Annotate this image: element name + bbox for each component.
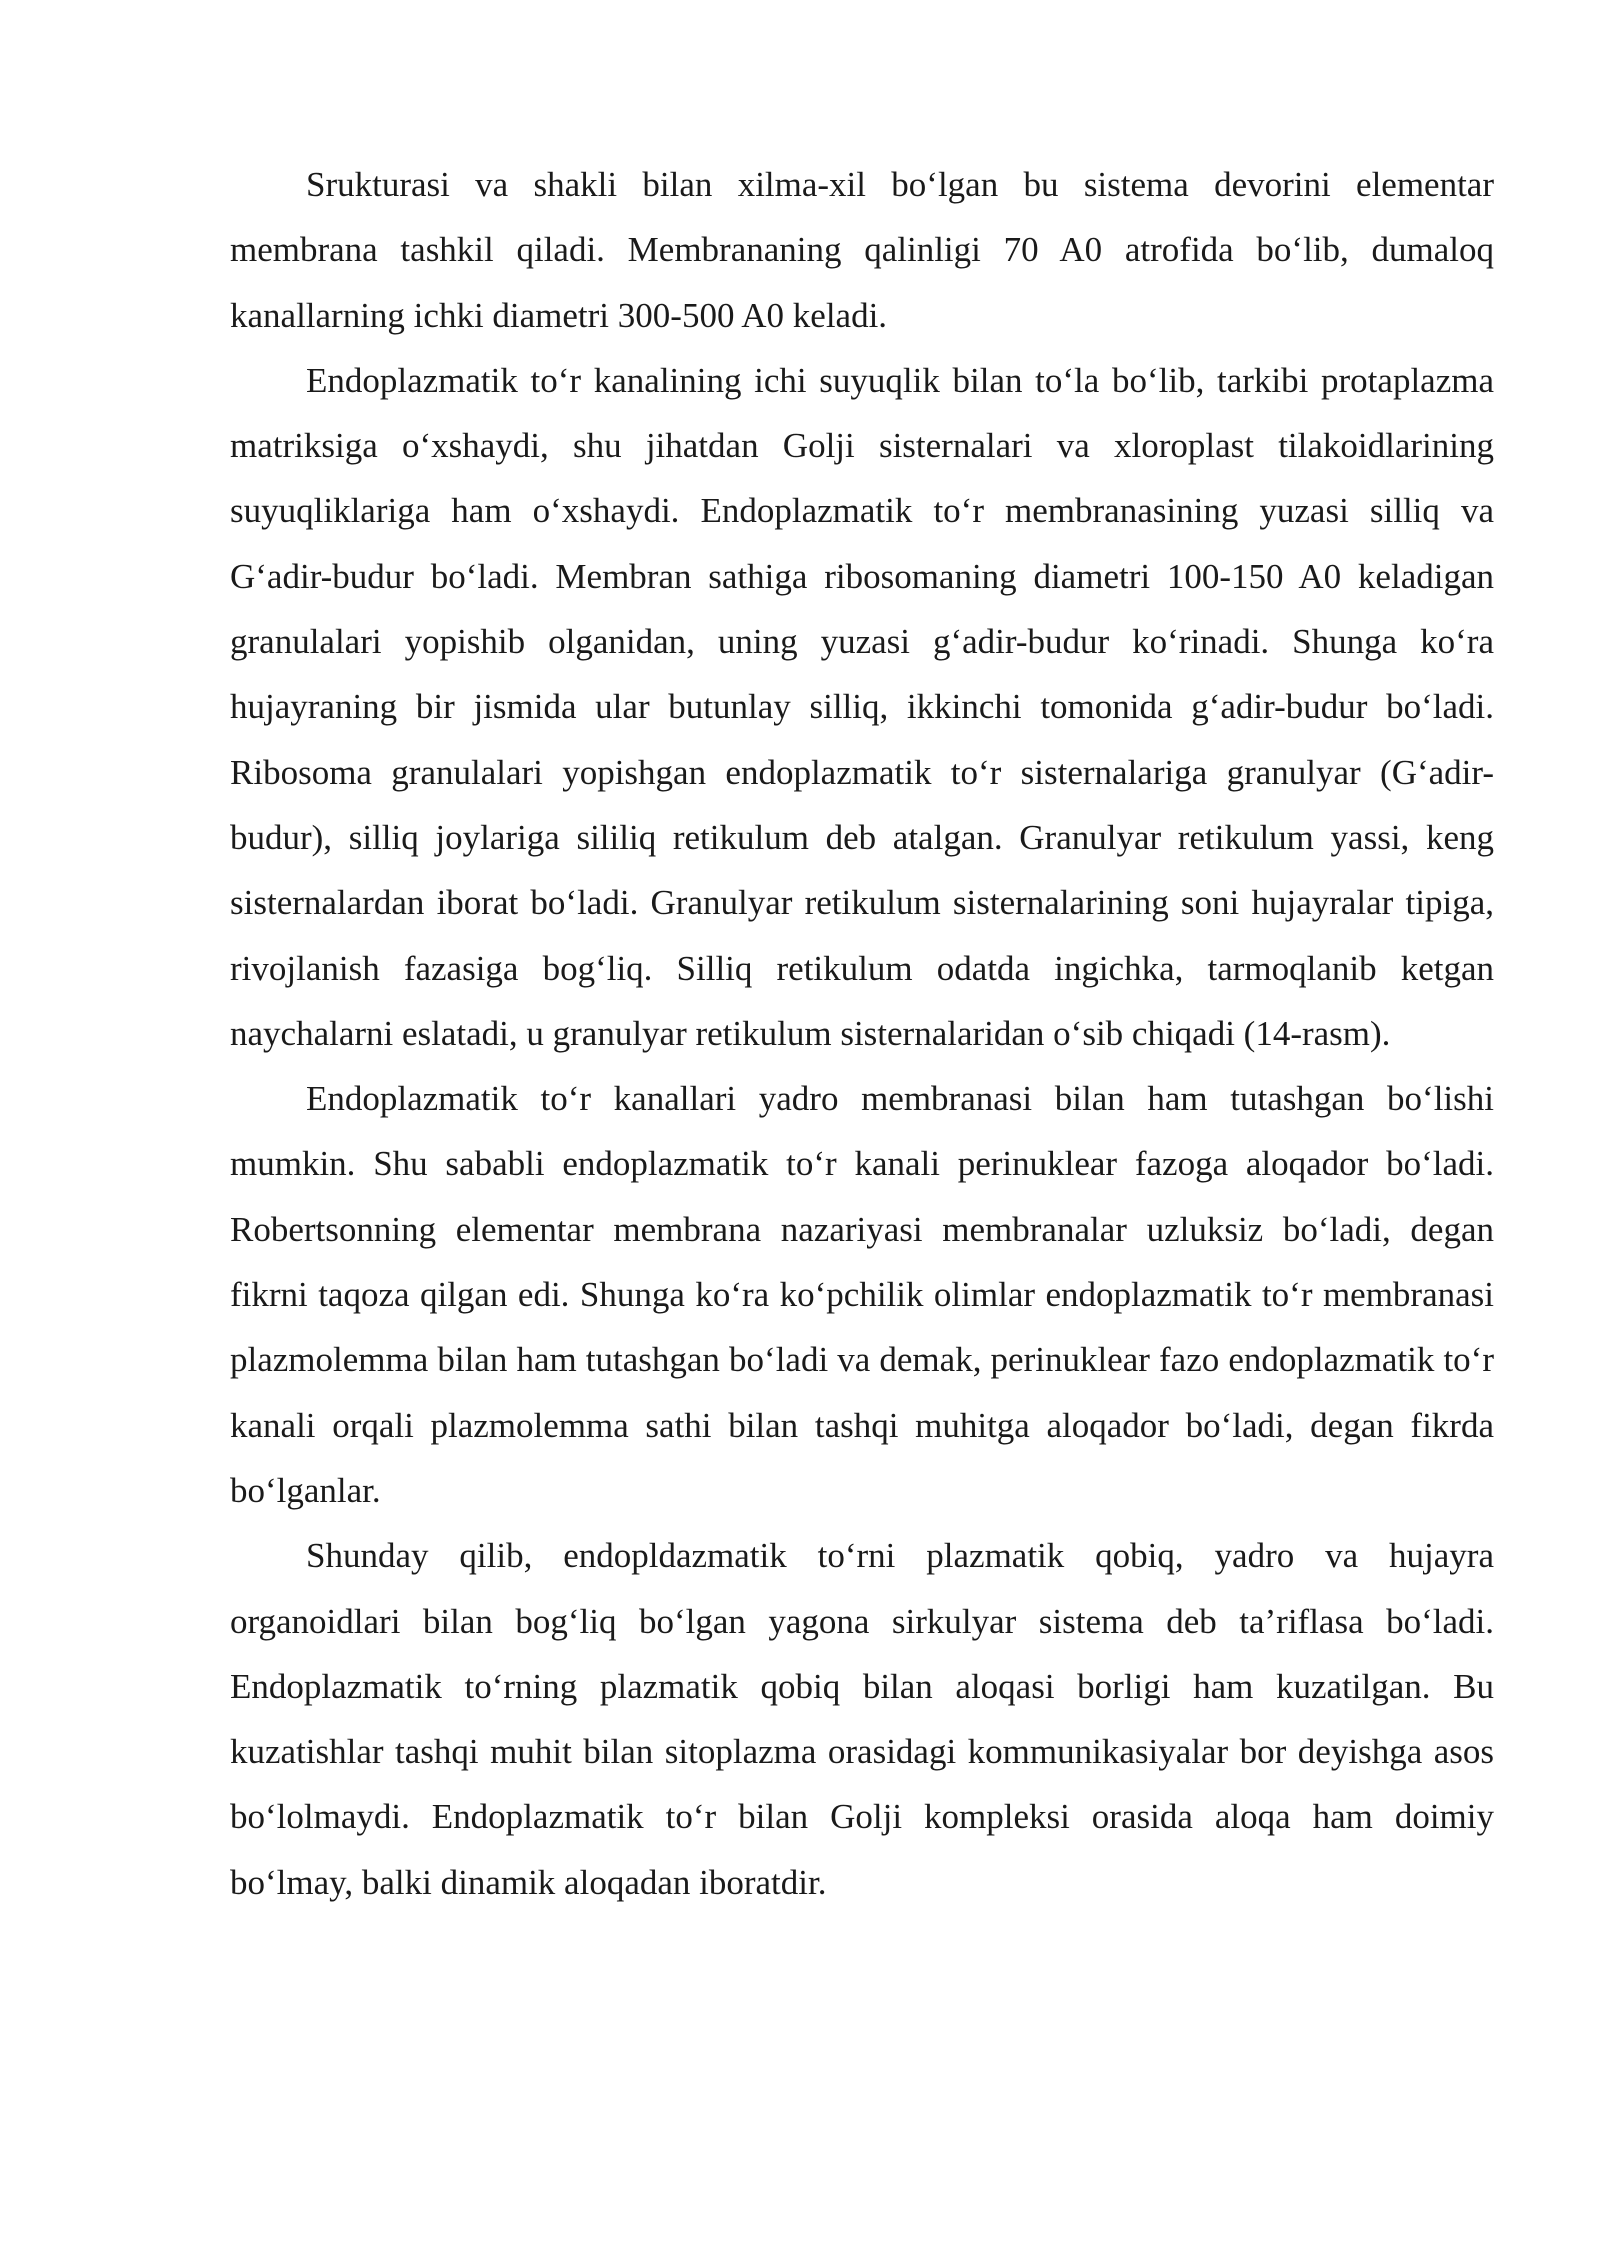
paragraph-2: Endoplazmatik to‘r kanalining ichi suyuqlik bilan to‘la bo‘lib, tarkibi protaplazma matriksiga o‘xshaydi, shu jihatdan Golji sisternalari va xloroplast tilakoidlarining suyuqliklariga ham o‘xshaydi. Endoplazmatik to‘r membranasining yuzasi silliq va G‘adir-budur bo‘ladi. Membran sathiga ribosomaning diametri 100-150 A0 keladigan granulalari yopishib olganidan, uning yuzasi g‘adir-budur ko‘rinadi. Shunga ko‘ra hujayraning bir jismida ular butunlay silliq, ikkinchi tomonida g‘adir-budur bo‘ladi. Ribosoma granulalari yopishgan endoplazmatik to‘r sisternalariga granulyar (G‘adir-budur), silliq joylariga sililiq retikulum deb atalgan. Granulyar retikulum yassi, keng sisternalardan iborat bo‘ladi. Granulyar retikulum sisternalarining soni hujayralar tipiga, rivojlanish fazasiga bog‘liq. Silliq retikulum odatda ingichka, tarmoqlanib ketgan naychalarni eslatadi, u granulyar retikulum sisternalaridan o‘sib chiqadi (14-rasm). bbox=[230, 360, 1494, 1053]
document-body bbox=[230, 152, 1494, 1915]
paragraph-3: Endoplazmatik to‘r kanallari yadro membranasi bilan ham tutashgan bo‘lishi mumkin. Shu sababli endoplazmatik to‘r kanali perinuklear fazoga aloqador bo‘ladi. Robertsonning elementar membrana nazariyasi membranalar uzluksiz bo‘ladi, degan fikrni taqoza qilgan edi. Shunga ko‘ra ko‘pchilik olimlar endoplazmatik to‘r membranasi plazmolemma bilan ham tutashgan bo‘ladi va demak, perinuklear fazo endoplazmatik to‘r kanali orqali plazmolemma sathi bilan tashqi muhitga aloqador bo‘ladi, degan fikrda bo‘lganlar. bbox=[230, 1079, 1494, 1510]
paragraph-1: Srukturasi va shakli bilan xilma-xil bo‘lgan bu sistema devorini elementar membrana tashkil qiladi. Membrananing qalinligi 70 A0 atrofida bo‘lib, dumaloq kanallarning ichki diametri 300-500 A0 keladi. bbox=[230, 165, 1494, 335]
paragraph-4: Shunday qilib, endopldazmatik to‘rni plazmatik qobiq, yadro va hujayra organoidlari bilan bog‘liq bo‘lgan yagona sirkulyar sistema deb ta’riflasa bo‘ladi. Endoplazmatik to‘rning plazmatik qobiq bilan aloqasi borligi ham kuzatilgan. Bu kuzatishlar tashqi muhit bilan sitoplazma orasidagi kommunikasiyalar bor deyishga asos bo‘lolmaydi. Endoplazmatik to‘r bilan Golji kompleksi orasida aloqa ham doimiy bo‘lmay, balki dinamik aloqadan iboratdir. bbox=[230, 1536, 1494, 1902]
